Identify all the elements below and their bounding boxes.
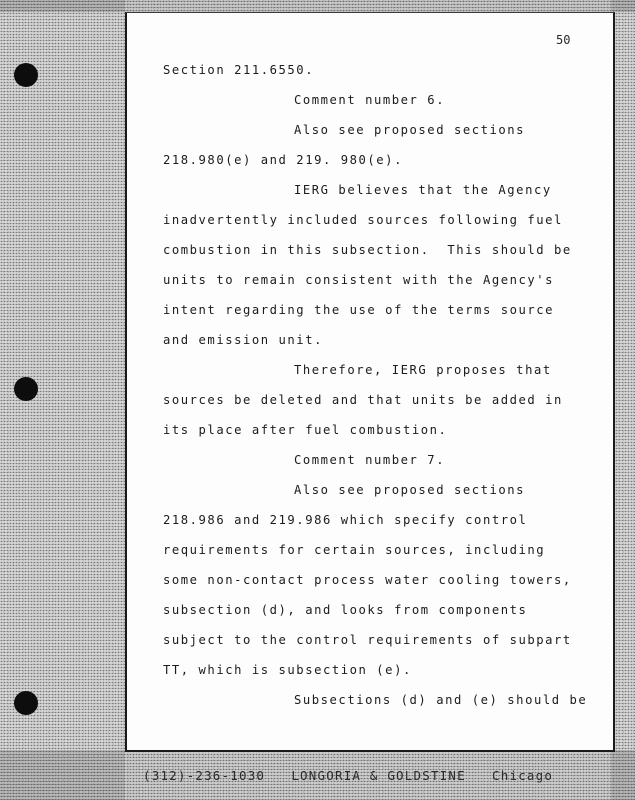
transcript-line: combustion in this subsection. This should be [163,243,572,257]
reporter-footer: (312)-236-1030 LONGORIA & GOLDSTINE Chicago [143,768,554,783]
transcript-line: 218.986 and 219.986 which specify control [163,513,528,527]
transcript-line: sources be deleted and that units be added in [163,393,563,407]
transcript-line: IERG believes that the Agency [294,183,552,197]
transcript-line: intent regarding the use of the terms source [163,303,555,317]
transcript-line: Also see proposed sections [294,483,526,497]
transcript-line: Comment number 7. [294,453,446,467]
transcript-line: some non-contact process water cooling towers, [163,573,572,587]
binder-hole-top [14,63,38,87]
transcript-line: inadvertently included sources following fuel [163,213,563,227]
page-number: 50 [556,33,571,47]
transcript-line: requirements for certain sources, including [163,543,546,557]
binder-hole-bottom [14,691,38,715]
binder-hole-middle [14,377,38,401]
transcript-line: its place after fuel combustion. [163,423,448,437]
transcript-line: Therefore, IERG proposes that [294,363,552,377]
transcript-line: subsection (d), and looks from components [163,603,528,617]
transcript-line: Section 211.6550. [163,63,315,77]
transcript-line: and emission unit. [163,333,323,347]
transcript-line: 218.980(e) and 219. 980(e). [163,153,403,167]
scan-noise-left [0,0,125,800]
transcript-line: Subsections (d) and (e) should be [294,693,588,707]
transcript-line: Also see proposed sections [294,123,526,137]
transcript-line: subject to the control requirements of subpart [163,633,572,647]
transcript-line: Comment number 6. [294,93,446,107]
transcript-line: units to remain consistent with the Agency's [163,273,555,287]
scan-noise-top [0,0,635,12]
transcript-line: TT, which is subsection (e). [163,663,412,677]
